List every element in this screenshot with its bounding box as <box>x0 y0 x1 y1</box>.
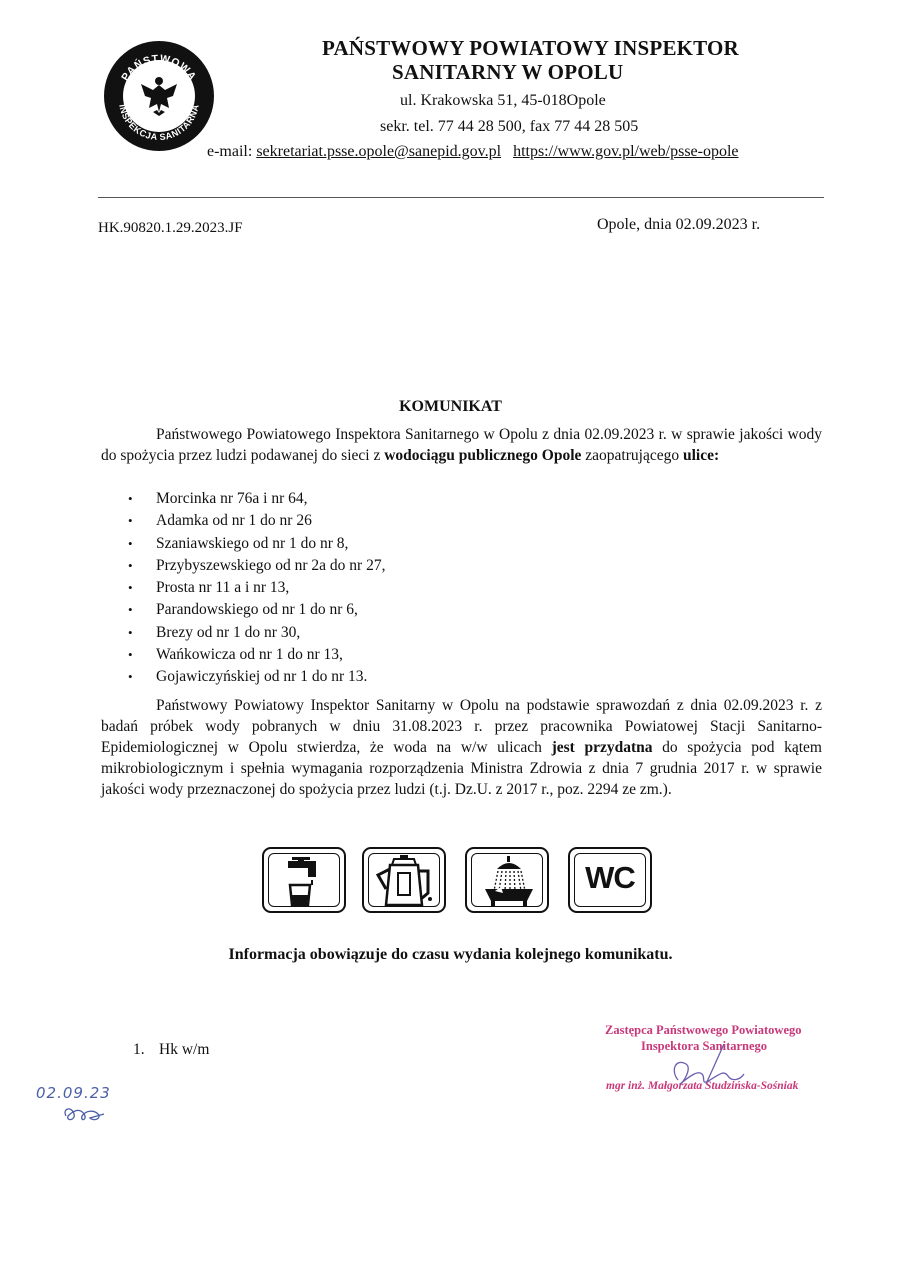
handwritten-date: 02.09.23 <box>36 1084 111 1102</box>
kettle-icon <box>362 847 446 913</box>
finding-text-2: do spożycia pod kątem mikrobiologicznym i spełnia wymagania rozporządzenia Ministra Zdrowia z dnia 7 grudnia 2017 r. w sprawie jakości wody przeznaczonej do spożycia przez ludzi (t.j. Dz.U. z 2017 r., poz. 2294 ze zm.). <box>101 739 822 798</box>
header-divider <box>98 197 824 198</box>
signatory-role-line1: Zastępca Państwowego Powiatowego <box>605 1023 802 1037</box>
contact-line <box>207 143 739 161</box>
list-item: • Brezy od nr 1 do nr 30, <box>128 622 385 644</box>
wc-label: WC <box>585 860 635 895</box>
intro-streets-label: ulice: <box>682 447 720 464</box>
distribution-recipient: Hk w/m <box>159 1041 210 1058</box>
intro-text-2: zaopatrującego <box>581 447 683 464</box>
seal-text-top: PAŃSTWOWA <box>119 52 199 84</box>
list-item: • Morcinka nr 76a i nr 64, <box>128 488 385 510</box>
address: ul. Krakowska 51, 45-018Opole <box>400 92 606 109</box>
list-item: • Szaniawskiego od nr 1 do nr 8, <box>128 533 385 555</box>
organization-name-line2: SANITARNY W OPOLU <box>392 60 624 84</box>
finding-paragraph <box>101 695 822 800</box>
list-item: • Gojawiczyńskiej od nr 1 do nr 13. <box>128 666 385 688</box>
validity-note: Informacja obowiązuje do czasu wydania kolejnego komunikatu. <box>228 946 673 963</box>
document-title: KOMUNIKAT <box>399 398 502 415</box>
list-item: • Przybyszewskiego od nr 2a do nr 27, <box>128 555 385 577</box>
phone-fax: sekr. tel. 77 44 28 500, fax 77 44 28 505 <box>380 118 639 135</box>
street-list <box>128 488 385 689</box>
intro-water-supply: wodociągu publicznego Opole <box>384 447 582 464</box>
intro-text: Państwowego Powiatowego Inspektora Sanitarnego w Opolu z dnia 02.09.2023 r. w sprawie jakości wody do spożycia przez ludzi podawanej do sieci z <box>101 426 822 464</box>
organization-name-line1: PAŃSTWOWY POWIATOWY INSPEKTOR <box>322 36 739 60</box>
handwritten-signature <box>640 1040 770 1100</box>
list-item: • Wańkowicza od nr 1 do nr 13, <box>128 644 385 666</box>
list-item: • Parandowskiego od nr 1 do nr 6, <box>128 599 385 621</box>
finding-text: Państwowy Powiatowy Inspektor Sanitarny w Opolu na podstawie sprawozdań z dnia 02.09.2023 r. z badań próbek wody pobranych w dniu 31.08.2023 r. przez pracownika Powiatowej Stacji Sanitarno-Epidemiologicznej w Opolu stwierdza, że woda na w/w ulicach <box>101 697 822 756</box>
handwritten-initials <box>60 1104 110 1131</box>
website-link[interactable]: https://www.gov.pl/web/psse-opole <box>513 143 739 160</box>
wc-icon <box>568 847 652 913</box>
finding-verdict: jest przydatna <box>551 739 653 756</box>
email-label: e-mail: <box>207 143 257 160</box>
intro-paragraph <box>101 424 822 466</box>
seal-text-bottom: INSPEKCJA SANITARNA <box>117 103 201 143</box>
document-date: Opole, dnia 02.09.2023 r. <box>597 216 761 233</box>
signatory-name: mgr inż. Małgorzata Studzińska-Sośniak <box>606 1080 799 1092</box>
seal-logo <box>103 40 215 152</box>
drinking-water-icon <box>262 847 346 913</box>
distribution-list <box>133 1041 209 1059</box>
shower-bath-icon <box>465 847 549 913</box>
email-link[interactable]: sekretariat.psse.opole@sanepid.gov.pl <box>256 143 502 160</box>
signatory-role-line2: Inspektora Sanitarnego <box>641 1039 768 1053</box>
list-item: • Adamka od nr 1 do nr 26 <box>128 510 385 532</box>
distribution-number: 1. <box>133 1041 145 1058</box>
reference-number: HK.90820.1.29.2023.JF <box>98 220 243 236</box>
list-item: • Prosta nr 11 a i nr 13, <box>128 577 385 599</box>
